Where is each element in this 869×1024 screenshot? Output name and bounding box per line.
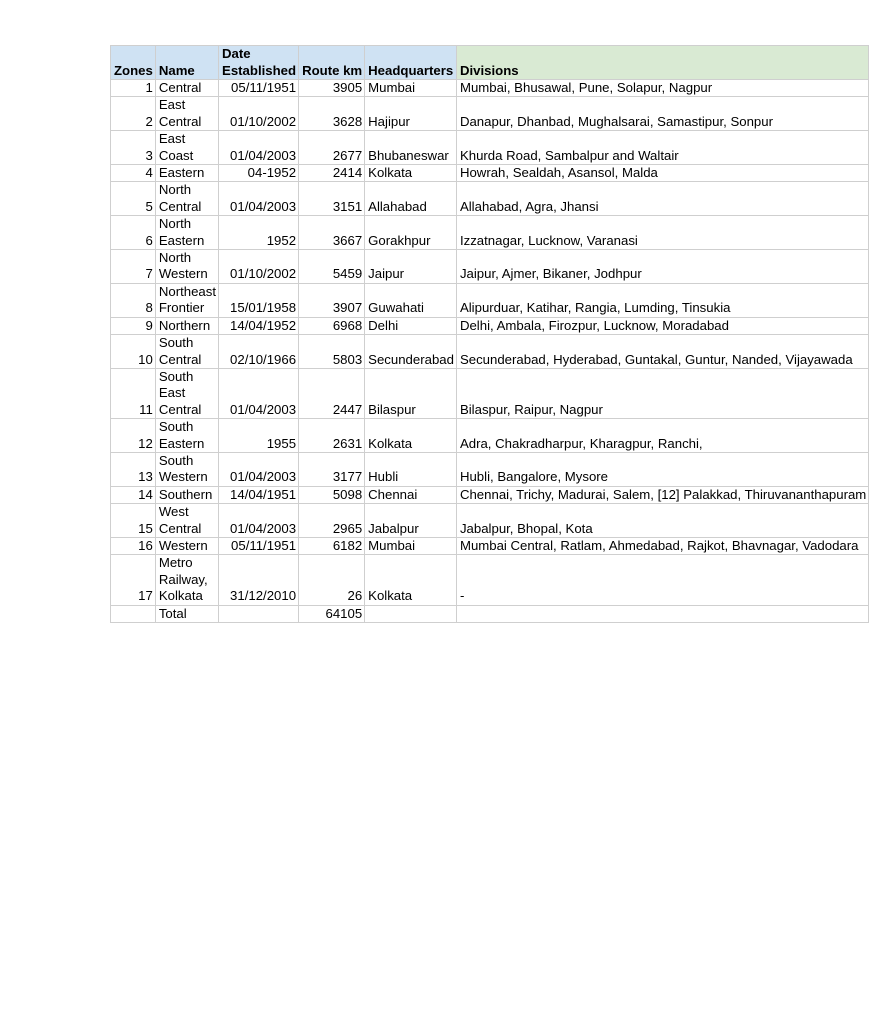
headquarters-cell[interactable]: Bhubaneswar: [365, 131, 457, 165]
route-km-cell[interactable]: 2447: [299, 368, 365, 418]
zone-name-cell[interactable]: East Coast: [155, 131, 218, 165]
date-established-cell[interactable]: 01/04/2003: [219, 368, 299, 418]
date-established-cell[interactable]: 14/04/1951: [219, 486, 299, 503]
date-established-cell[interactable]: 31/12/2010: [219, 555, 299, 605]
date-established-cell[interactable]: 01/10/2002: [219, 97, 299, 131]
route-km-cell[interactable]: 3907: [299, 283, 365, 317]
table-row: [111, 504, 869, 538]
zone-name-cell[interactable]: South Western: [155, 452, 218, 486]
route-km-cell[interactable]: 6182: [299, 537, 365, 554]
table-row: [111, 419, 869, 453]
zone-name-cell[interactable]: South East Central: [155, 368, 218, 418]
route-km-cell[interactable]: 2414: [299, 165, 365, 182]
zone-name-cell[interactable]: South Eastern: [155, 419, 218, 453]
zone-cell[interactable]: 1: [111, 80, 156, 97]
zone-cell[interactable]: 13: [111, 452, 156, 486]
zone-cell[interactable]: 5: [111, 182, 156, 216]
date-established-cell[interactable]: 01/04/2003: [219, 131, 299, 165]
table-row: [111, 486, 869, 503]
date-established-cell[interactable]: 02/10/1966: [219, 335, 299, 369]
divisions-cell[interactable]: Alipurduar, Katihar, Rangia, Lumding, Tinsukia: [456, 283, 868, 317]
header-divisions[interactable]: Divisions: [456, 46, 868, 80]
headquarters-cell[interactable]: Kolkata: [365, 555, 457, 605]
zone-cell[interactable]: 3: [111, 131, 156, 165]
date-established-cell[interactable]: 14/04/1952: [219, 317, 299, 334]
zone-name-cell[interactable]: Eastern: [155, 165, 218, 182]
zone-name-cell[interactable]: Southern: [155, 486, 218, 503]
total-divisions-cell[interactable]: [456, 605, 868, 622]
zone-name-cell[interactable]: East Central: [155, 97, 218, 131]
header-headquarters[interactable]: Headquarters: [365, 46, 457, 80]
route-km-cell[interactable]: 26: [299, 555, 365, 605]
headquarters-cell[interactable]: Jabalpur: [365, 504, 457, 538]
zone-cell[interactable]: 8: [111, 283, 156, 317]
zone-cell[interactable]: 12: [111, 419, 156, 453]
route-km-cell[interactable]: 2965: [299, 504, 365, 538]
date-established-cell[interactable]: 04-1952: [219, 165, 299, 182]
date-established-cell[interactable]: 01/04/2003: [219, 504, 299, 538]
table-row: [111, 131, 869, 165]
route-km-cell[interactable]: 3177: [299, 452, 365, 486]
headquarters-cell[interactable]: Delhi: [365, 317, 457, 334]
table-row: [111, 80, 869, 97]
date-established-cell[interactable]: 1955: [219, 419, 299, 453]
zone-cell[interactable]: 16: [111, 537, 156, 554]
route-km-cell[interactable]: 5803: [299, 335, 365, 369]
zone-cell[interactable]: 10: [111, 335, 156, 369]
zone-name-cell[interactable]: North Western: [155, 250, 218, 284]
route-km-cell[interactable]: 3667: [299, 216, 365, 250]
header-zones[interactable]: Zones: [111, 46, 156, 80]
route-km-cell[interactable]: 5459: [299, 250, 365, 284]
route-km-cell[interactable]: 6968: [299, 317, 365, 334]
divisions-cell[interactable]: Khurda Road, Sambalpur and Waltair: [456, 131, 868, 165]
divisions-cell[interactable]: Adra, Chakradharpur, Kharagpur, Ranchi,: [456, 419, 868, 453]
table-row: [111, 283, 869, 317]
total-row: [111, 605, 869, 622]
table-row: [111, 165, 869, 182]
table-row: [111, 555, 869, 605]
date-established-cell[interactable]: 01/04/2003: [219, 452, 299, 486]
headquarters-cell[interactable]: Chennai: [365, 486, 457, 503]
total-zone-cell[interactable]: [111, 605, 156, 622]
headquarters-cell[interactable]: Kolkata: [365, 165, 457, 182]
divisions-cell[interactable]: Bilaspur, Raipur, Nagpur: [456, 368, 868, 418]
header-route-km[interactable]: Route km: [299, 46, 365, 80]
divisions-cell[interactable]: Izzatnagar, Lucknow, Varanasi: [456, 216, 868, 250]
total-headquarters-cell[interactable]: [365, 605, 457, 622]
zone-name-cell[interactable]: South Central: [155, 335, 218, 369]
divisions-cell[interactable]: Howrah, Sealdah, Asansol, Malda: [456, 165, 868, 182]
route-km-cell[interactable]: 3628: [299, 97, 365, 131]
divisions-cell[interactable]: Delhi, Ambala, Firozpur, Lucknow, Moradabad: [456, 317, 868, 334]
total-label[interactable]: Total: [155, 605, 218, 622]
headquarters-cell[interactable]: Guwahati: [365, 283, 457, 317]
divisions-cell[interactable]: Mumbai, Bhusawal, Pune, Solapur, Nagpur: [456, 80, 868, 97]
header-date-established[interactable]: Date Established: [219, 46, 299, 80]
table-row: [111, 216, 869, 250]
date-established-cell[interactable]: 01/04/2003: [219, 182, 299, 216]
table-row: [111, 182, 869, 216]
zone-cell[interactable]: 15: [111, 504, 156, 538]
route-km-cell[interactable]: 3151: [299, 182, 365, 216]
zone-name-cell[interactable]: Western: [155, 537, 218, 554]
divisions-cell[interactable]: Hubli, Bangalore, Mysore: [456, 452, 868, 486]
divisions-cell[interactable]: Jabalpur, Bhopal, Kota: [456, 504, 868, 538]
route-km-cell[interactable]: 2631: [299, 419, 365, 453]
table-row: [111, 97, 869, 131]
zone-name-cell[interactable]: Metro Railway, Kolkata: [155, 555, 218, 605]
zone-name-cell[interactable]: North Central: [155, 182, 218, 216]
date-established-cell[interactable]: 05/11/1951: [219, 537, 299, 554]
table-row: [111, 250, 869, 284]
zone-name-cell[interactable]: Northeast Frontier: [155, 283, 218, 317]
date-established-cell[interactable]: 05/11/1951: [219, 80, 299, 97]
headquarters-cell[interactable]: Jaipur: [365, 250, 457, 284]
headquarters-cell[interactable]: Mumbai: [365, 80, 457, 97]
total-route-km[interactable]: 64105: [299, 605, 365, 622]
headquarters-cell[interactable]: Hubli: [365, 452, 457, 486]
zone-cell[interactable]: 11: [111, 368, 156, 418]
header-name[interactable]: Name: [155, 46, 218, 80]
zone-name-cell[interactable]: Central: [155, 80, 218, 97]
railway-zones-table: [110, 45, 869, 623]
total-date-cell[interactable]: [219, 605, 299, 622]
divisions-cell[interactable]: Secunderabad, Hyderabad, Guntakal, Guntur, Nanded, Vijayawada: [456, 335, 868, 369]
divisions-cell[interactable]: Allahabad, Agra, Jhansi: [456, 182, 868, 216]
route-km-cell[interactable]: 3905: [299, 80, 365, 97]
headquarters-cell[interactable]: Allahabad: [365, 182, 457, 216]
divisions-cell[interactable]: -: [456, 555, 868, 605]
divisions-cell[interactable]: Danapur, Dhanbad, Mughalsarai, Samastipur, Sonpur: [456, 97, 868, 131]
divisions-cell[interactable]: Chennai, Trichy, Madurai, Salem, [12] Palakkad, Thiruvananthapuram: [456, 486, 868, 503]
table-row: [111, 317, 869, 334]
route-km-cell[interactable]: 5098: [299, 486, 365, 503]
headquarters-cell[interactable]: Mumbai: [365, 537, 457, 554]
zone-name-cell[interactable]: Northern: [155, 317, 218, 334]
zone-cell[interactable]: 9: [111, 317, 156, 334]
divisions-cell[interactable]: Jaipur, Ajmer, Bikaner, Jodhpur: [456, 250, 868, 284]
table-row: [111, 335, 869, 369]
zone-cell[interactable]: 14: [111, 486, 156, 503]
route-km-cell[interactable]: 2677: [299, 131, 365, 165]
headquarters-cell[interactable]: Gorakhpur: [365, 216, 457, 250]
table-row: [111, 368, 869, 418]
zone-name-cell[interactable]: West Central: [155, 504, 218, 538]
date-established-cell[interactable]: 15/01/1958: [219, 283, 299, 317]
zone-cell[interactable]: 6: [111, 216, 156, 250]
zone-cell[interactable]: 17: [111, 555, 156, 605]
table-row: [111, 452, 869, 486]
table-row: [111, 537, 869, 554]
zone-cell[interactable]: 2: [111, 97, 156, 131]
headquarters-cell[interactable]: Hajipur: [365, 97, 457, 131]
headquarters-cell[interactable]: Secunderabad: [365, 335, 457, 369]
zone-name-cell[interactable]: North Eastern: [155, 216, 218, 250]
headquarters-cell[interactable]: Bilaspur: [365, 368, 457, 418]
zone-cell[interactable]: 7: [111, 250, 156, 284]
divisions-cell[interactable]: Mumbai Central, Ratlam, Ahmedabad, Rajkot, Bhavnagar, Vadodara: [456, 537, 868, 554]
date-established-cell[interactable]: 01/10/2002: [219, 250, 299, 284]
headquarters-cell[interactable]: Kolkata: [365, 419, 457, 453]
date-established-cell[interactable]: 1952: [219, 216, 299, 250]
zone-cell[interactable]: 4: [111, 165, 156, 182]
header-row: [111, 46, 869, 80]
